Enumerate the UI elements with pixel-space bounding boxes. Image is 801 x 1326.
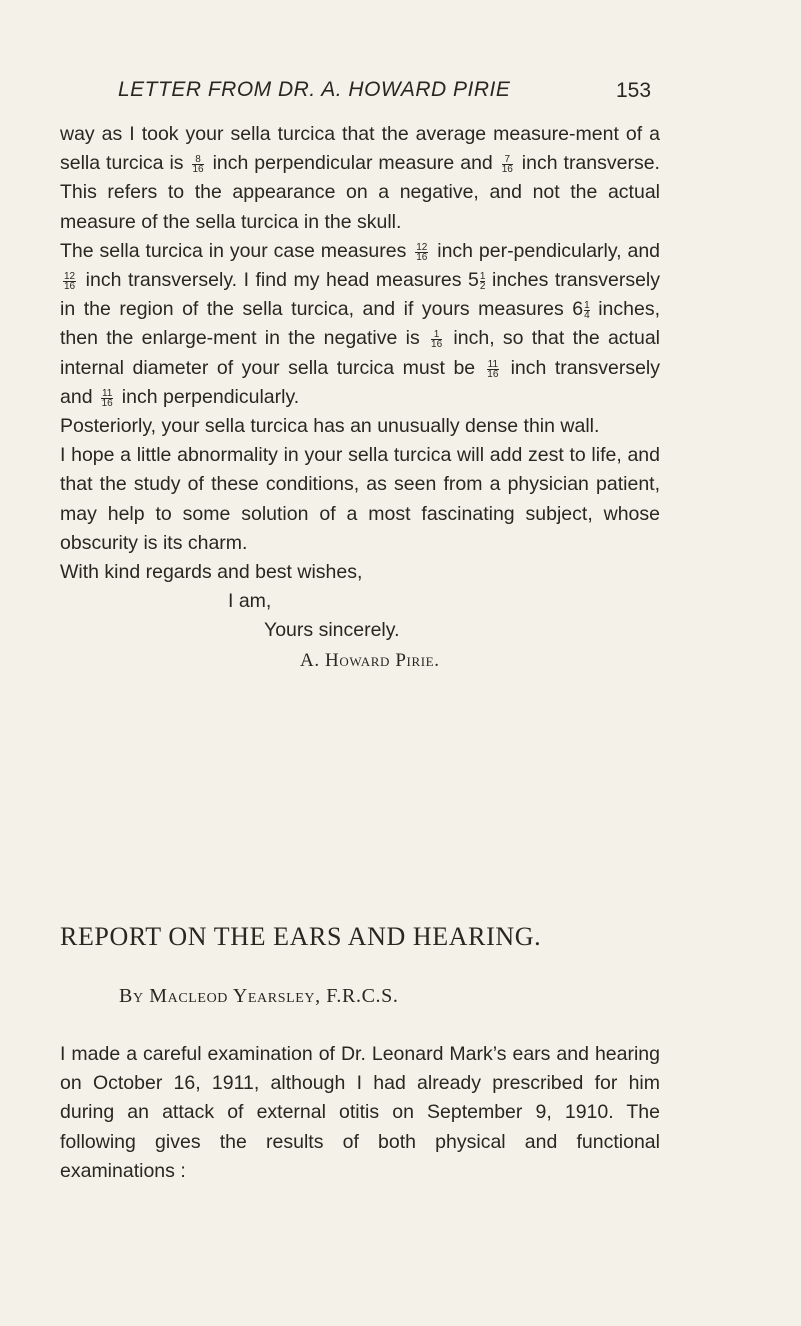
letter-paragraph-1 [60, 120, 660, 237]
fraction-numerator: 7 [502, 155, 513, 165]
fraction-denominator: 4 [584, 310, 590, 322]
fraction [480, 272, 486, 291]
text-run: inch perpendicularly. [121, 385, 300, 408]
fraction [487, 360, 499, 379]
letter-signature: A. Howard Pirie. [300, 649, 440, 671]
fraction-numerator: 1 [584, 300, 590, 312]
text-run: way as I took your sella turcica that the average measure-ment of a sella turcica is [60, 123, 660, 175]
letter-paragraph-4: I hope a little abnormality in your sella turcica will add zest to life, and that the study of these conditions, as seen from a physician patient, may help to some solution of a most fascinating subject, whose obscurity is its charm. [60, 444, 660, 554]
fraction-denominator: 16 [416, 251, 428, 263]
text-run: inch transversely and [60, 356, 661, 408]
text-run: inches transversely in the region of the sella turcica, and if yours measures 6 [60, 269, 660, 321]
running-header: LETTER FROM DR. A. HOWARD PIRIE [118, 78, 511, 101]
fraction [415, 243, 428, 262]
report-paragraph-1: I made a careful examination of Dr. Leonard Mark’s ears and hearing on October 16, 1911, although I had already prescribed for him during an attack of external otitis on September 9, 1910. The following gives the results of both physical and functional examinations : [60, 1043, 660, 1182]
text-run: inch perpendicular measure and [212, 152, 493, 175]
report-byline: By Macleod Yearsley, F.R.C.S. [119, 985, 399, 1007]
fraction-denominator: 16 [431, 339, 443, 351]
fraction-denominator: 16 [487, 368, 499, 380]
fraction-numerator: 11 [487, 358, 499, 370]
fraction [584, 301, 590, 320]
letter-paragraph-2 [60, 237, 660, 412]
fraction-numerator: 11 [101, 387, 113, 399]
fraction [63, 272, 76, 291]
fraction [502, 155, 513, 174]
fraction-numerator: 1 [479, 271, 486, 283]
fraction-numerator: 12 [416, 241, 428, 253]
fraction-denominator: 16 [64, 281, 76, 293]
fraction-numerator: 12 [64, 271, 76, 283]
text-run: inch per-pendicularly, and [437, 239, 661, 262]
fraction [101, 389, 113, 408]
text-run: inch, so that the actual internal diameter of your sella turcica must be [60, 327, 660, 379]
letter-closing: With kind regards and best wishes, [60, 561, 363, 584]
letter-body [60, 120, 660, 675]
fraction [431, 330, 442, 349]
page-number: 153 [616, 79, 652, 102]
letter-valediction: Yours sincerely. [264, 619, 400, 642]
fraction-numerator: 1 [431, 330, 442, 340]
fraction-denominator: 16 [101, 397, 113, 409]
report-body [60, 1040, 660, 1186]
fraction-denominator: 16 [501, 164, 513, 176]
letter-i-am: I am, [228, 590, 272, 613]
text-run: inch transverse. This refers to the appearance on a negative, and not the actual measure of the sella turcica in the skull. [60, 152, 660, 233]
report-title: REPORT ON THE EARS AND HEARING. [60, 922, 542, 951]
letter-paragraph-3: Posteriorly, your sella turcica has an unusually dense thin wall. [60, 415, 600, 438]
fraction-denominator: 2 [479, 281, 486, 293]
fraction [192, 155, 203, 174]
text-run: The sella turcica in your case measures [60, 239, 407, 262]
text-run: inches, then the enlarge-ment in the negative is [60, 298, 661, 350]
text-run: inch transversely. I find my head measures 5 [85, 269, 479, 292]
fraction-numerator: 8 [192, 155, 203, 165]
fraction-denominator: 16 [192, 164, 204, 176]
